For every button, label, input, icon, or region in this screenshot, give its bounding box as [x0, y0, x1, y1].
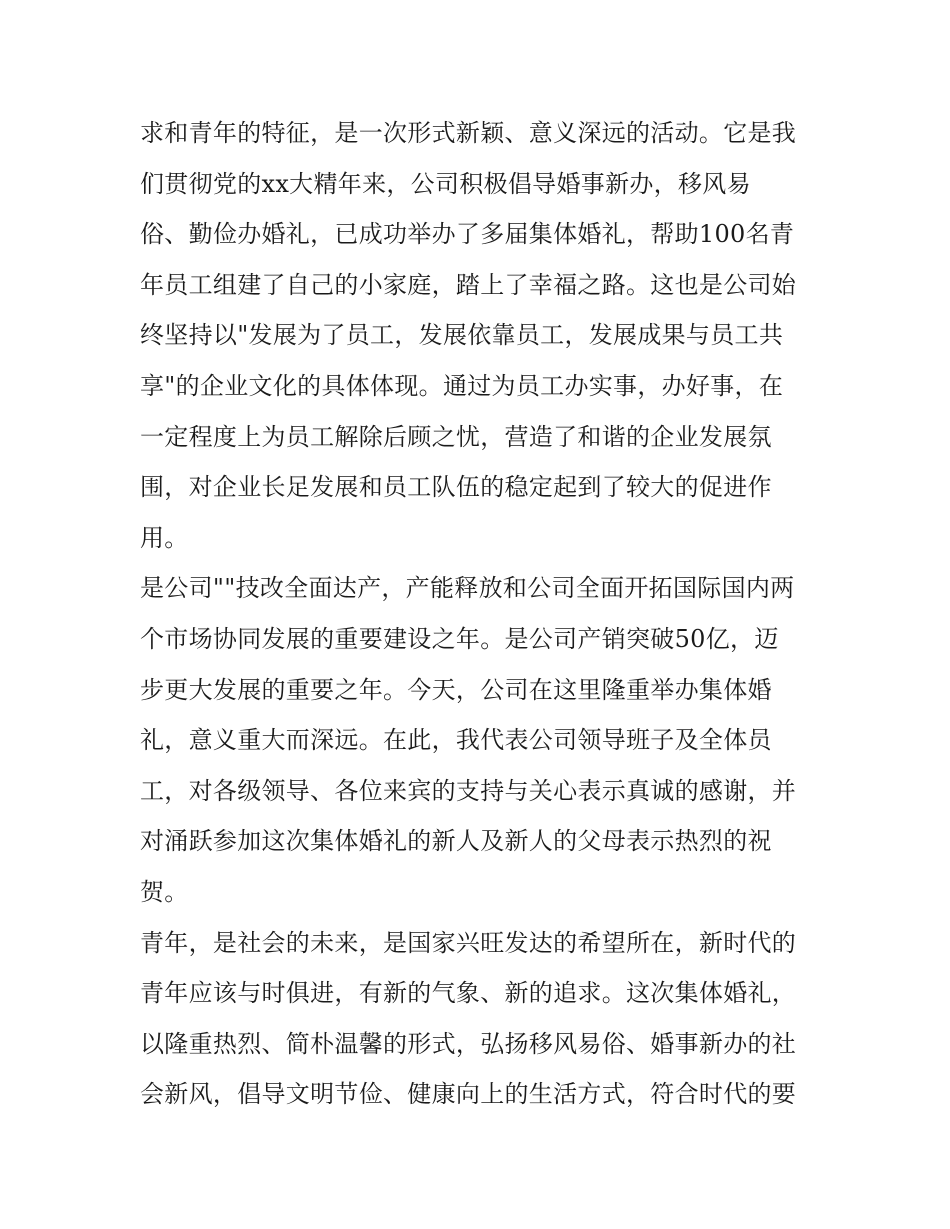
text-line: 个市场协同发展的重要建设之年。是公司产销突破50亿，迈 [140, 624, 779, 653]
text-line: 工，对各级领导、各位来宾的支持与关心表示真诚的感谢，并 [140, 776, 797, 805]
text-line: 们贯彻党的xx大精年来，公司积极倡导婚事新办，移风易 [140, 169, 751, 198]
text-line: 对涌跃参加这次集体婚礼的新人及新人的父母表示热烈的祝 [140, 827, 772, 856]
text-line: 享"的企业文化的具体体现。通过为员工办实事，办好事，在 [140, 371, 784, 400]
text-line: 青年，是社会的未来，是国家兴旺发达的希望所在，新时代的 [140, 928, 797, 957]
text-line: 青年应该与时俱进，有新的气象、新的追求。这次集体婚礼， [140, 979, 797, 1008]
text-line: 以隆重热烈、简朴温馨的形式，弘扬移风易俗、婚事新办的社 [140, 1029, 797, 1058]
text-line: 用。 [140, 523, 189, 552]
text-line: 会新风，倡导文明节俭、健康向上的生活方式，符合时代的要 [140, 1080, 797, 1109]
text-line: 年员工组建了自己的小家庭，踏上了幸福之路。这也是公司始 [140, 270, 797, 299]
text-line: 围，对企业长足发展和员工队伍的稳定起到了较大的促进作 [140, 473, 772, 502]
text-line: 步更大发展的重要之年。今天，公司在这里隆重举办集体婚 [140, 675, 772, 704]
body-text [140, 108, 830, 1120]
text-line: 终坚持以"发展为了员工，发展依靠员工，发展成果与员工共 [140, 321, 784, 350]
text-line: 俗、勤俭办婚礼，已成功举办了多届集体婚礼，帮助100名青 [140, 220, 795, 249]
text-line: 求和青年的特征，是一次形式新颖、意义深远的活动。它是我 [140, 119, 797, 147]
text-line: 一定程度上为员工解除后顾之忧，营造了和谐的企业发展氛 [140, 422, 772, 451]
text-line: 是公司""技改全面达产，产能释放和公司全面开拓国际国内两 [140, 574, 795, 603]
text-line: 贺。 [140, 877, 189, 906]
text-line: 礼，意义重大而深远。在此，我代表公司领导班子及全体员 [140, 726, 772, 755]
